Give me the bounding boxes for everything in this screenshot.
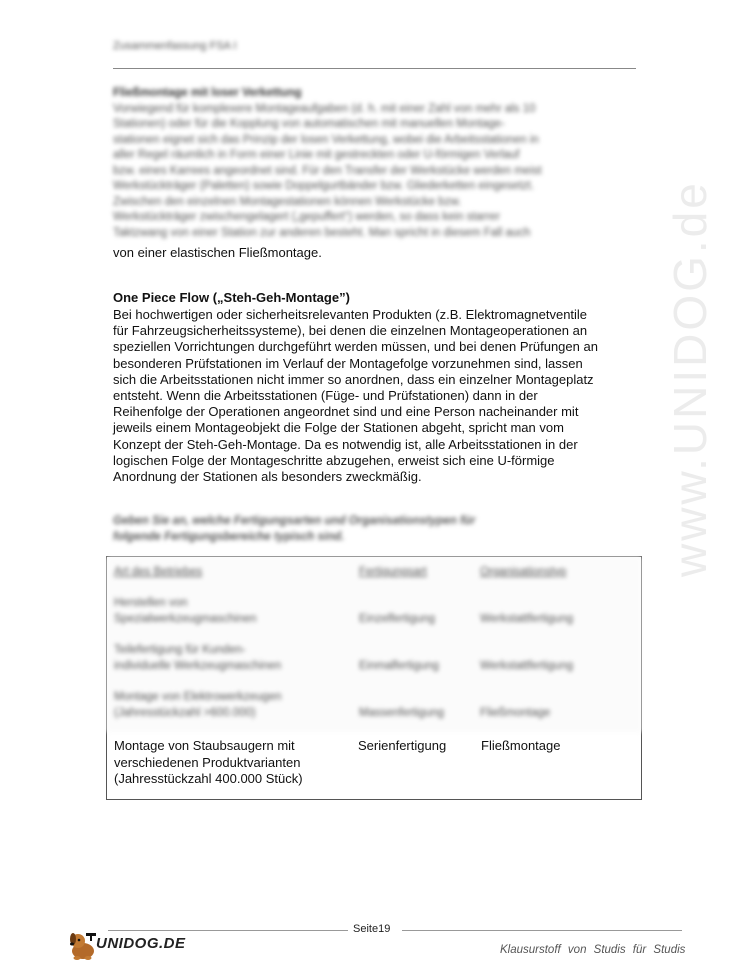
section-last-line: von einer elastischen Fließmontage. [113, 245, 322, 260]
section-line: Taktzwang von einer Station zur anderen besteht. Man spricht in diesem Fall auch [113, 226, 531, 239]
table-header-organisationstyp: Organisationstyp [480, 566, 567, 578]
cell-line: (Jahresstückzahl 400.000 Stück) [114, 771, 303, 786]
paragraph-line: sich die Arbeitsstationen nicht immer so anordnen, dass ein einzelner Montageplatz [113, 371, 594, 387]
cell-line: Teilefertigung für Kunden- [114, 644, 246, 656]
table-cell-fertigung: Einzelfertigung [359, 613, 436, 625]
cell-line: (Jahresstückzahl >600.000) [114, 707, 256, 719]
cell-line: Spezialwerkzeugmaschinen [114, 613, 257, 625]
header-divider [113, 68, 636, 69]
section-heading-one-piece-flow: One Piece Flow („Steh-Geh-Montage”) [113, 290, 350, 305]
production-types-table [106, 556, 642, 800]
table-header-art: Art des Betriebes [114, 566, 203, 578]
footer-divider-right [402, 930, 682, 931]
cell-line: Montage von Staubsaugern mit [114, 738, 295, 753]
paragraph-line: besonderen Prüfstationen im Verlauf der Montagefolge vorzunehmen sind, lassen [113, 355, 583, 371]
cell-line: Herstellen von [114, 597, 188, 609]
section-line: aller Regel räumlich in Form einer Linie mit gestreckten oder U-förmigen Verlauf [113, 149, 520, 161]
table-cell-org: Werkstattfertigung [480, 660, 574, 672]
cell-line: individuelle Werkzeugmaschinen [114, 660, 282, 672]
footer-slogan: Klausurstoff von Studis für Studis [500, 944, 686, 956]
table-cell-art [114, 689, 282, 721]
table-cell-org: Werkstattfertigung [480, 613, 574, 625]
section-heading: Fließmontage mit loser Verkettung [113, 87, 302, 99]
paragraph-line: Bei hochwertigen oder sicherheitsrelevanten Produkten (z.B. Elektromagnetventile [113, 307, 588, 322]
table-cell-fertigung-visible: Serienfertigung [358, 738, 447, 753]
paragraph-line: Reihenfolge der Operationen angeordnet sind und eine Person nacheinander mit [113, 404, 579, 420]
paragraph-line: Konzept der Steh-Geh-Montage. Da es notwendig ist, alle Arbeitsstationen in der [113, 436, 578, 452]
page-number: Seite19 [353, 923, 391, 935]
paragraph-line: Anordnung der Stationen als besonders zweckmäßig. [113, 469, 422, 485]
section-line: Werkstückträger zwischengelagert („gepuffert“) werden, so dass kein starrer [113, 211, 500, 223]
cell-line: verschiedenen Produktvarianten [114, 754, 301, 770]
table-blurred-section [107, 557, 641, 732]
paragraph-line: speziellen Vorrichtungen durchgeführt werden müssen, und bei denen Prüfungen an [113, 339, 598, 355]
table-cell-art [114, 595, 257, 627]
table-cell-art [114, 642, 281, 674]
paragraph-line: logischen Folge der Montageschritte abzugehen, erweist sich eine U-förmige [113, 452, 555, 468]
table-cell-fertigung: Massenfertigung [359, 707, 445, 719]
table-cell-art-visible [114, 738, 303, 788]
paragraph-one-piece-flow [113, 307, 638, 485]
table-cell-org: Fließmontage [480, 707, 551, 719]
dog-icon [66, 929, 100, 963]
cell-line: Montage von Elektrowerkzeugen [114, 691, 282, 703]
section-loose-chaining [113, 86, 633, 241]
table-header-fertigungsart: Fertigungsart [359, 566, 427, 578]
question-line: Geben Sie an, welche Fertigungsarten und Organisationstypen für [113, 515, 476, 527]
section-line: Zwischen den einzelnen Montagestationen können Werkstücke bzw. [113, 195, 462, 208]
paragraph-line: für Fahrzeugsicherheitssysteme), bei denen die einzelnen Montageoperationen an [113, 323, 588, 339]
section-line: bzw. eines Karrees angeordnet sind. Für den Transfer der Werkstücke werden meist [113, 164, 542, 177]
question-line: folgende Fertigungsbereiche typisch sind. [113, 531, 345, 543]
section-line: Stationen) oder für die Kopplung von automatischen mit manuellen Montage- [113, 118, 505, 130]
logo-text: UNIDOG.DE [96, 935, 186, 952]
section-line: Vorwiegend für komplexere Montageaufgaben (d. h. mit einer Zahl von mehr als 10 [113, 102, 536, 115]
unidog-logo [66, 929, 201, 963]
table-cell-fertigung: Einmalfertigung [359, 660, 439, 672]
header-title: Zusammenfassung FSA I [113, 40, 237, 52]
table-cell-org-visible: Fließmontage [481, 738, 561, 753]
exam-question [113, 513, 573, 545]
watermark: www.UNIDOG.de [664, 180, 716, 577]
paragraph-line: entsteht. Wenn die Arbeitsstationen (Füge- und Prüfstationen) dann in der [113, 388, 538, 404]
section-line: Werkstückträger (Paletten) sowie Doppelgurtbänder bzw. Gliederketten eingesetzt. [113, 180, 535, 192]
paragraph-line: jeweils einem Montageobjekt die Folge der Stationen abgeht, spricht man vom [113, 420, 564, 436]
section-line: stationen eignet sich das Prinzip der losen Verkettung, wobei die Arbeitsstationen in [113, 133, 539, 146]
